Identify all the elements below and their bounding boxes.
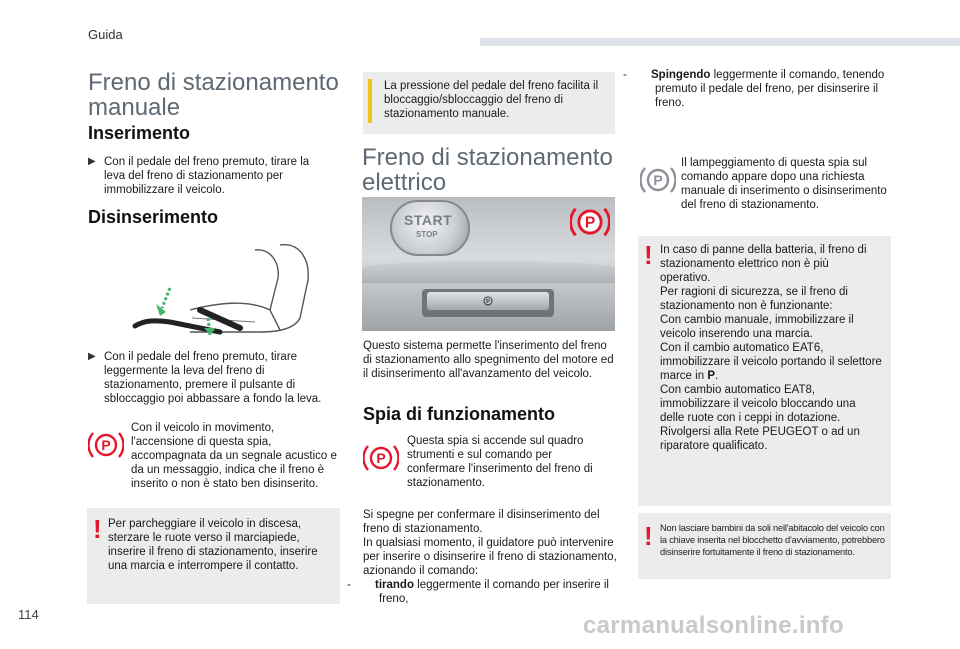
page-number: 114 [18, 607, 39, 622]
epb-switch [427, 292, 549, 310]
header-bar [480, 38, 960, 46]
battery-warning-box [638, 236, 891, 506]
svg-text:P: P [376, 450, 386, 466]
children-warning-text: Non lasciare bambini da soli nell'abitacolo del veicolo con la chiave inserita nel blocchetto d'avviamento, potrebbero disinserire fortuitamente il freno di stazionamento. [660, 523, 885, 557]
handbrake-illustration [130, 240, 330, 335]
spingendo-text: - Spingendo leggermente il comando, tenendo premuto il pedale del freno, per disinserire il freno. [623, 69, 885, 109]
exclamation-icon: ! [93, 514, 102, 544]
disinserimento-text: Con il pedale del freno premuto, tirare leggermente la leva del freno di stazionamento, premere il pulsante di sbloccaggio poi abbassare a fondo la leva. [104, 351, 322, 405]
svg-text:P: P [653, 172, 663, 188]
svg-text:P: P [584, 214, 596, 232]
children-warning-box [638, 513, 891, 579]
spia-warning-icon [363, 443, 399, 473]
manual-brake-title: Freno di stazionamento manuale [88, 69, 339, 121]
inserimento-text: Con il pedale del freno premuto, tirare la leva del freno di stazionamento per immobilizzare il veicolo. [104, 156, 310, 196]
info-box [363, 72, 615, 134]
svg-text:P: P [101, 437, 111, 453]
exclamation-icon: ! [644, 521, 653, 551]
parking-warning-text: Per parcheggiare il veicolo in discesa, sterzare le ruote verso il marciapiede, inserire il freno di stazionamento, inserire una marcia e interrompere il contatto. [108, 518, 318, 572]
section-label: Guida [88, 27, 123, 42]
spia-text: Questa spia si accende sul quadro strumenti e sul comando per confermare l'inserimento del freno di stazionamento. [407, 435, 593, 489]
spia-heading: Spia di funzionamento [363, 404, 555, 424]
info-icon [368, 79, 372, 123]
bullet-icon: ▶ [88, 351, 96, 362]
battery-warning-text: In caso di panne della batteria, il freno di stazionamento elettrico non è più operativo. Per ragioni di sicurezza, se il freno di stazionamento non è funzionante: Con cambio manuale, immobilizzare il veicolo inserendo una marcia. Con il cambio automatico EAT6, immobilizzare il veicolo portando il selettore marce in P. Con cambio automatico EAT8, immobilizzare il veicolo bloccando una delle ruote con i ceppi in dotazione. Rivolgersi alla Rete PEUGEOT o ad un riparatore qualificato. [660, 244, 882, 452]
epb-p-icon [479, 295, 497, 307]
console-photo [362, 197, 615, 331]
svg-text:P: P [486, 299, 490, 305]
inserimento-heading: Inserimento [88, 123, 191, 143]
warning-light-text: Con il veicolo in movimento, l'accensione di questa spia, accompagnata da un segnale acustico e da un messaggio, indica che il freno è inserito o non è stato ben disinserito. [131, 422, 337, 490]
spegne-text: Si spegne per confermare il disinserimento del freno di stazionamento. In qualsiasi momento, il guidatore può intervenire per inserire o disinserire il freno di stazionamento, azionando il comando: - tirando leggermente il comando per inserire il freno, [347, 509, 617, 605]
exclamation-icon: ! [644, 240, 653, 270]
brake-indicator-icon [570, 205, 610, 239]
electric-brake-title: Freno di stazionamento elettrico [362, 144, 613, 196]
watermark: carmanualsonline.info [583, 612, 845, 639]
brake-warning-icon [88, 430, 124, 460]
flashing-text: Il lampeggiamento di questa spia sul comando appare dopo una richiesta manuale di inserimento o disinserimento del freno di stazionamento. [681, 157, 887, 211]
info-text: La pressione del pedale del freno facilita il bloccaggio/sbloccaggio del freno di stazionamento manuale. [384, 80, 599, 120]
parking-warning-box [87, 508, 340, 604]
electric-intro-text: Questo sistema permette l'inserimento del freno di stazionamento allo spegnimento del motore ed il disinserimento all'avanzamento del veicolo. [363, 340, 614, 380]
disinserimento-heading: Disinserimento [88, 207, 219, 227]
flashing-brake-icon [640, 165, 676, 195]
bullet-icon: ▶ [88, 156, 96, 167]
start-stop-button: START STOP [390, 200, 470, 256]
